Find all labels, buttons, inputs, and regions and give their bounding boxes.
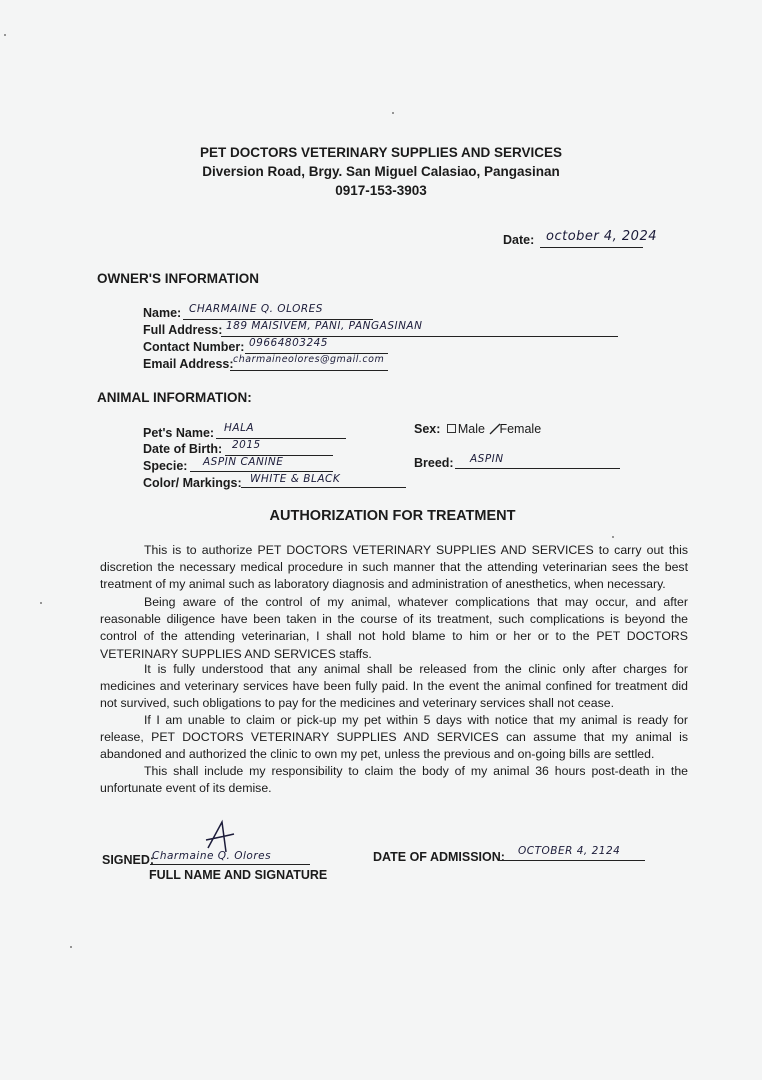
signed-label: SIGNED:: [102, 853, 155, 867]
pet-name-label: Pet's Name:: [143, 426, 215, 440]
company-address: Diversion Road, Brgy. San Miguel Calasiao, Pangasinan: [202, 164, 560, 179]
auth-paragraph-3: It is fully understood that any animal shall be released from the clinic only after charges for medicines and veterinary services have been fully paid. In the event the animal confined for treatment did not survived, such obligations to pay for the medicines and veterinary services shall not cease.: [100, 662, 688, 711]
male-checkbox[interactable]: [447, 424, 456, 433]
owner-address-label: Full Address:: [143, 323, 223, 337]
specie-value: ASPIN CANINE: [203, 456, 284, 468]
sex-field: [414, 422, 541, 436]
owner-heading: OWNER'S INFORMATION: [97, 271, 259, 286]
specie-label: Specie:: [143, 459, 188, 473]
dob-label: Date of Birth:: [143, 442, 223, 456]
date-value: october 4, 2024: [546, 229, 657, 244]
sex-label: Sex:: [414, 422, 441, 436]
breed-value: ASPIN: [470, 453, 504, 465]
auth-paragraph-4: If I am unable to claim or pick-up my pet within 5 days with notice that my animal is ready for release, PET DOCTORS VETERINARY SUPPLIES AND SERVICES can assume that my animal is abandoned and authorized the clinic to own my pet, unless the previous and on-going bills are settled.: [100, 713, 688, 762]
auth-paragraph-2: Being aware of the control of my animal, whatever complications that may occur, and after reasonable diligence have been taken in the course of its treatment, such complications is beyond the control of the attending veterinarian, I shall not hold blame to him or her or to the PET DOCTORS VETERINARY SUPPLIES AND SERVICES staffs.: [100, 595, 688, 661]
breed-line: [455, 468, 620, 469]
owner-address-value: 189 MAISIVEM, PANI, PANGASINAN: [226, 320, 423, 332]
pet-name-value: HALA: [224, 422, 255, 434]
auth-paragraph-1: This is to authorize PET DOCTORS VETERINARY SUPPLIES AND SERVICES to carry out this discretion the necessary medical procedure in such manner that the attending veterinarian sees the best treatment of my animal such as laboratory diagnosis and administration of anesthetics, when necessary.: [100, 543, 688, 592]
signature-line: [150, 864, 310, 865]
male-label: Male: [457, 422, 485, 436]
color-line: [241, 487, 406, 488]
company-name: PET DOCTORS VETERINARY SUPPLIES AND SERVICES: [199, 145, 563, 160]
scan-speck: [612, 536, 614, 538]
authorization-title: AUTHORIZATION FOR TREATMENT: [269, 508, 516, 524]
color-label: Color/ Markings:: [143, 476, 242, 490]
admission-line: [500, 860, 645, 861]
owner-email-label: Email Address:: [143, 357, 234, 371]
owner-name-value: CHARMAINE Q. OLORES: [189, 303, 323, 315]
signed-value: Charmaine Q. Olores: [152, 850, 272, 862]
date-label: Date:: [503, 233, 535, 247]
company-phone: 0917-153-3903: [335, 183, 427, 198]
owner-email-value: charmaineolores@gmail.com: [233, 354, 385, 365]
admission-value: OCTOBER 4, 2124: [518, 845, 621, 857]
color-value: WHITE & BLACK: [250, 473, 341, 485]
scan-speck: [392, 112, 394, 114]
scan-speck: [4, 34, 6, 36]
animal-heading: ANIMAL INFORMATION:: [97, 390, 252, 405]
female-checkbox[interactable]: [490, 424, 499, 433]
check-mark-icon: [489, 423, 501, 435]
scan-speck: [40, 602, 42, 604]
owner-name-label: Name:: [143, 306, 182, 320]
female-label: Female: [499, 422, 542, 436]
breed-label: Breed:: [414, 456, 454, 470]
owner-contact-label: Contact Number:: [143, 340, 245, 354]
owner-contact-value: 09664803245: [249, 337, 328, 349]
admission-label: DATE OF ADMISSION:: [373, 850, 505, 864]
auth-paragraph-5: This shall include my responsibility to claim the body of my animal 36 hours post-death in the unfortunate event of its demise.: [100, 764, 688, 796]
scan-speck: [70, 946, 72, 948]
signature-caption: FULL NAME AND SIGNATURE: [149, 868, 328, 882]
date-line: [540, 247, 643, 248]
specie-line: [190, 471, 333, 472]
owner-email-line: [230, 370, 388, 371]
dob-value: 2015: [232, 439, 261, 451]
